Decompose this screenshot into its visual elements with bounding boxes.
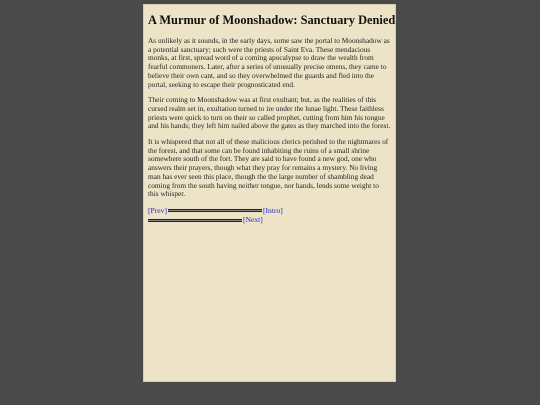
bracket-open: [ xyxy=(148,205,151,215)
bracket-open: [ xyxy=(243,215,246,225)
intro-link[interactable]: Intro xyxy=(265,205,281,215)
bracket-open: [ xyxy=(262,205,266,215)
bracket-close: ] xyxy=(280,205,283,215)
paragraph-2: Their coming to Moonshadow was at first exultant; but, as the realities of this cursed realm set in, exultation turned to ire under the lunae light. These faithless priests were quick to turn on their so called prophet, cutting from him his tongue and his hands; they left him nailed above the gates as they marched into the forest. xyxy=(148,95,391,131)
divider-rule xyxy=(148,219,242,222)
paragraph-3: It is whispered that not all of these malicious clerics perished to the nightmares of the forest, and that some can be found inhabiting the ruins of a small shrine somewhere south of the fort. They are said to have found a new god, one who answers their prayers, though what they pray for remains a mystery. No living man has ever seen this place, though the the large number of shambling dead coming from the south having neither tongue, nor hands, lends some weight to this whisper. xyxy=(148,137,389,199)
nav-row-next xyxy=(148,215,391,224)
bracket-close: ] xyxy=(260,215,263,225)
nav-row-prev-intro xyxy=(148,206,391,215)
divider-rule xyxy=(168,209,262,212)
paragraph-1: As unlikely as it sounds, in the early days, some saw the portal to Moonshadow as a potential sanctuary; such were the priests of Saint Eva. These mendacious monks, at first, spread word of a coming apocalypse to draw the wealth from fearful commoners. Later, after a series of unusually precise omens, they came to believe their own cant, and so they overwhelmed the guards and fled into the portal, seeking to escape their prognosticated end. xyxy=(148,36,390,89)
bracket-close: ] xyxy=(164,205,167,215)
page-title: A Murmur of Moonshadow: Sanctuary Denied xyxy=(148,13,396,27)
content-panel xyxy=(143,4,396,382)
page-navigation xyxy=(148,206,391,225)
next-link[interactable]: Next xyxy=(245,215,261,225)
prev-link[interactable]: Prev xyxy=(150,205,165,215)
